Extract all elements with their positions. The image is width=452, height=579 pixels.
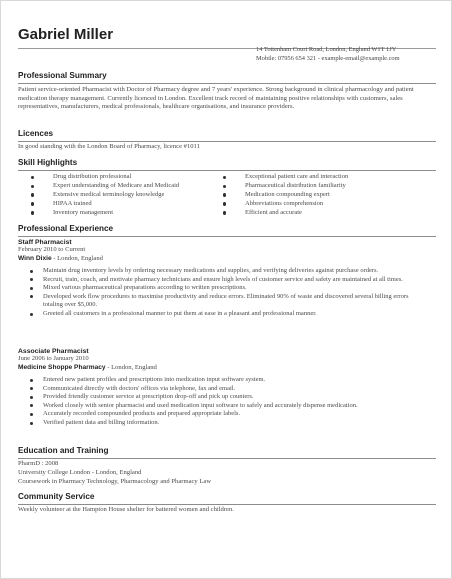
bullet-icon [31,211,34,214]
bullet-icon [30,270,33,273]
skills-left-column [31,173,211,218]
duty-item: Entered new patient profiles and prescriptions into medication input software system. [30,376,428,385]
bullet-icon [31,176,34,179]
bullet-icon [30,413,33,416]
section-divider [18,504,436,505]
section-title-licences: Licences [18,129,54,138]
duty-item: Greeted all customers in a professional manner to put them at ease in a pleasant and professional manner. [30,310,428,319]
contact-block [256,45,436,63]
section-title-skills: Skill Highlights [18,158,78,167]
education-coursework: Coursework in Pharmacy Technology, Pharmacology and Pharmacy Law [18,478,212,485]
bullet-icon [31,193,34,196]
company-name: Medicine Shoppe Pharmacy [18,364,106,371]
licences-text: In good standing with the London Board of Pharmacy, licence #1011 [18,143,200,150]
duty-item: Recruit, train, coach, and motivate pharmacy technicians and ensure high levels of customer service and safety are maintained at all times. [30,276,428,285]
section-title-experience: Professional Experience [18,224,114,233]
bullet-icon [223,193,226,196]
job-company-line [18,364,157,373]
bullet-icon [30,422,33,425]
skill-item: Expert understanding of Medicare and Medicaid [31,182,211,191]
duty-item: Maintain drug inventory levels by ordering necessary medications and supplies, and verifying deliveries against purchase orders. [30,267,428,276]
skill-item: Abbreviations comprehension [223,200,403,209]
job-dates: February 2010 to Current [18,246,86,253]
bullet-icon [223,176,226,179]
bullet-icon [31,185,34,188]
duty-item: Worked closely with senior pharmacist and used medication input software to safely and accurately dispense medication. [30,402,428,411]
contact-line: Mobile: 07956 654 321 - example-email@example.com [256,55,400,62]
skill-item: HIPAA trained [31,200,211,209]
skill-item: Extensive medical terminology knowledge [31,191,211,200]
section-title-community: Community Service [18,492,95,501]
skill-item: Exceptional patient care and interaction [223,173,403,182]
job-company-line [18,255,103,264]
section-divider [18,236,436,237]
skill-item: Pharmaceutical distribution familiarity [223,182,403,191]
bullet-icon [30,295,33,298]
education-degree: PharmD : 2008 [18,460,59,467]
bullet-icon [223,211,226,214]
section-divider [18,170,436,171]
bullet-icon [223,185,226,188]
job-title: Associate Pharmacist [18,348,89,355]
duty-item: Mixed various pharmaceutical preparations according to written prescriptions. [30,284,428,293]
duty-item: Developed work flow procedures to maximise productivity and reduce errors. Eliminated 90% of waste and discovered several billing errors totaling over $5,000. [30,293,428,310]
address-line: 14 Tottenham Court Road, London, England W1T 1JY [256,46,397,53]
bullet-icon [31,202,34,205]
company-location: - London, England [105,364,157,371]
bullet-icon [30,313,33,316]
bullet-icon [223,202,226,205]
job-duties-list [30,376,428,428]
candidate-name: Gabriel Miller [18,26,114,43]
education-school: University College London - London, England [18,469,142,476]
company-location: - London, England [51,255,103,262]
job-dates: June 2006 to January 2010 [18,355,89,362]
bullet-icon [30,404,33,407]
skills-right-column [223,173,403,218]
section-title-summary: Professional Summary [18,71,107,80]
job-title: Staff Pharmacist [18,239,72,246]
job-duties-list [30,267,428,319]
bullet-icon [30,287,33,290]
bullet-icon [30,379,33,382]
bullet-icon [30,387,33,390]
company-name: Winn Dixie [18,255,52,262]
community-text: Weekly volunteer at the Hampton House shelter for battered women and children. [18,506,234,513]
skill-item: Medication compounding expert [223,191,403,200]
summary-text: Patient service-oriented Pharmacist with Doctor of Pharmacy degree and 7 years' experience. Strong background in clinical pharmacology and patient medication therapy management. Currently licenced in London. Excellent track record of maintaining positive relationships with customers, sales representatives, manufacturers, medical professionals, healthcare organisations, and insurance providers. [18,86,414,111]
section-divider [18,83,436,84]
section-title-education: Education and Training [18,446,109,455]
skill-item: Drug distribution professional [31,173,211,182]
duty-item: Communicated directly with doctors' offices via telephone, fax and email. [30,385,428,394]
duty-item: Verified patient data and billing information. [30,419,428,428]
bullet-icon [30,278,33,281]
section-divider [18,458,436,459]
skill-item: Inventory management [31,209,211,218]
skill-item: Efficient and accurate [223,209,403,218]
duty-item: Accurately recorded compounded products and prepared appropriate labels. [30,410,428,419]
duty-item: Provided friendly customer service at prescription drop-off and pick up counters. [30,393,428,402]
section-divider [18,141,436,142]
bullet-icon [30,396,33,399]
